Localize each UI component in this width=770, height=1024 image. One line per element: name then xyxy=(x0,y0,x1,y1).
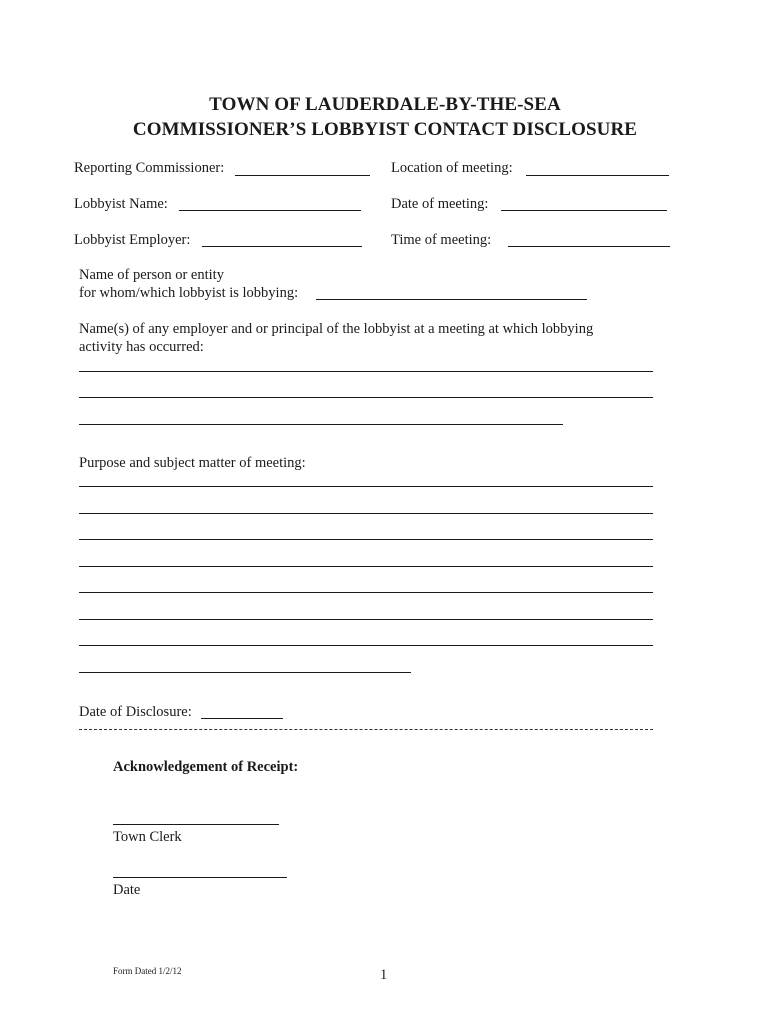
time-of-meeting-field[interactable] xyxy=(508,246,670,247)
lobbyist-name-field[interactable] xyxy=(179,210,361,211)
location-of-meeting-field[interactable] xyxy=(526,175,669,176)
person-entity-label-line-1: Name of person or entity xyxy=(79,267,224,283)
employer-principal-label-line-2: activity has occurred: xyxy=(79,339,204,355)
purpose-line-2[interactable] xyxy=(79,513,653,514)
purpose-line-4[interactable] xyxy=(79,566,653,567)
employer-principal-line-1[interactable] xyxy=(79,371,653,372)
location-of-meeting-label: Location of meeting: xyxy=(391,160,513,176)
acknowledgement-label: Acknowledgement of Receipt: xyxy=(113,759,299,775)
purpose-line-8[interactable] xyxy=(79,672,411,673)
acknowledgement-date-line[interactable] xyxy=(113,877,287,878)
person-entity-field[interactable] xyxy=(316,299,587,300)
purpose-line-3[interactable] xyxy=(79,539,653,540)
date-of-disclosure-label: Date of Disclosure: xyxy=(79,704,192,720)
employer-principal-line-3[interactable] xyxy=(79,424,563,425)
lobbyist-employer-field[interactable] xyxy=(202,246,362,247)
time-of-meeting-label: Time of meeting: xyxy=(391,232,492,248)
town-clerk-signature-line[interactable] xyxy=(113,824,279,825)
employer-principal-label-line-1: Name(s) of any employer and or principal of the lobbyist at a meeting at which lobbying xyxy=(79,321,594,337)
date-of-meeting-label: Date of meeting: xyxy=(391,196,489,212)
date-of-disclosure-field[interactable] xyxy=(201,718,283,719)
town-clerk-label: Town Clerk xyxy=(113,829,182,845)
date-of-meeting-field[interactable] xyxy=(501,210,667,211)
purpose-line-5[interactable] xyxy=(79,592,653,593)
purpose-line-7[interactable] xyxy=(79,645,653,646)
purpose-label: Purpose and subject matter of meeting: xyxy=(79,455,306,471)
employer-principal-line-2[interactable] xyxy=(79,397,653,398)
form-title-line-2: COMMISSIONER’S LOBBYIST CONTACT DISCLOSURE xyxy=(132,119,638,140)
dashed-separator xyxy=(79,729,653,730)
lobbyist-employer-label: Lobbyist Employer: xyxy=(74,232,191,248)
purpose-line-1[interactable] xyxy=(79,486,653,487)
page-number: 1 xyxy=(380,967,388,983)
form-title-line-1: TOWN OF LAUDERDALE-BY-THE-SEA xyxy=(209,94,561,115)
acknowledgement-date-label: Date xyxy=(113,882,141,898)
person-entity-label-line-2: for whom/which lobbyist is lobbying: xyxy=(79,285,299,301)
purpose-line-6[interactable] xyxy=(79,619,653,620)
reporting-commissioner-field[interactable] xyxy=(235,175,370,176)
reporting-commissioner-label: Reporting Commissioner: xyxy=(74,160,225,176)
lobbyist-name-label: Lobbyist Name: xyxy=(74,196,168,212)
form-dated-footer: Form Dated 1/2/12 xyxy=(113,966,182,976)
